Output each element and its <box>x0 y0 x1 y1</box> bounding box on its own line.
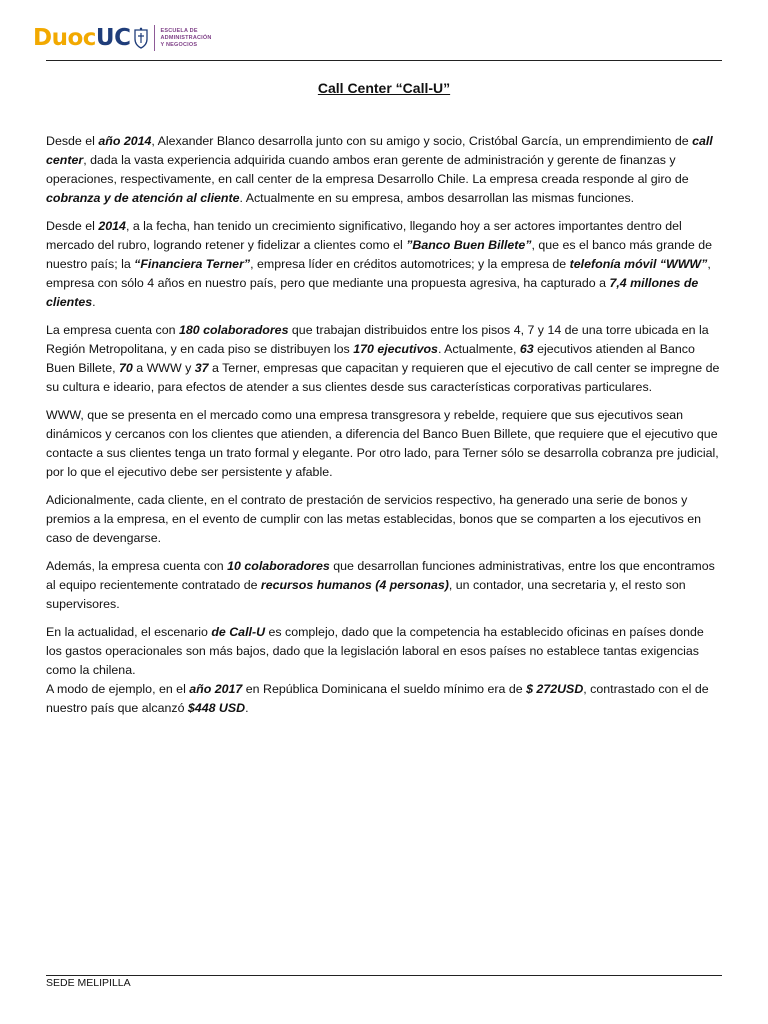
document-header <box>33 18 733 58</box>
body-text-run: WWW, que se presenta en el mercado como una empresa transgresora y rebelde, requiere que sus ejecutivos sean dinámicos y cercanos con los clientes que atienden, a diferencia del Banco Buen Billete, que requiere que el ejecutivo que contacte a sus clientes tenga un trato formal y elegante. Por otro lado, para Terner sólo se desarrolla cobranza pre judicial, por lo que el ejecutivo debe ser persistente y afable. <box>46 407 719 479</box>
body-text-run: , dada la vasta experiencia adquirida cuando ambos eran gerente de administración y gerente de finanzas y operaciones, respectivamente, en call center de la empresa Desarrollo Chile. La empresa creada responde al giro de <box>46 152 689 186</box>
emphasis-text: 170 ejecutivos <box>353 341 438 356</box>
paragraph-7 <box>46 623 722 680</box>
body-text-run: , empresa líder en créditos automotrices; y la empresa de <box>250 256 570 271</box>
body-text-run: , a la fecha, han tenido un crecimiento significativo, llegando hoy a ser actores importantes dentro del mercado del rubro, logrando retener y fidelizar a clientes como el <box>46 219 682 252</box>
emphasis-text: 70 <box>119 360 133 375</box>
body-text-run: , Alexander Blanco desarrolla junto con su amigo y socio, Cristóbal García, un emprendimiento de <box>151 134 693 148</box>
emphasis-text: recursos humanos (4 personas) <box>260 577 449 592</box>
emphasis-text: año 2014 <box>98 134 152 148</box>
body-text-run: La empresa cuenta con <box>46 322 179 337</box>
school-name <box>160 28 211 49</box>
emphasis-text: “Financiera Terner” <box>134 256 251 271</box>
emphasis-text: 7,4 millones de clientes <box>46 275 699 309</box>
paragraph-5 <box>46 491 722 548</box>
body-text-run: . Actualmente en su empresa, ambos desarrollan las mismas funciones. <box>239 190 635 205</box>
emphasis-text: 63 <box>519 341 534 356</box>
logo-text-uc: UC <box>95 25 131 51</box>
school-line-3: Y NEGOCIOS <box>160 41 198 48</box>
logo-text-duoc: Duoc <box>33 25 96 51</box>
body-text-run: . <box>92 294 96 309</box>
footer-divider <box>46 975 722 976</box>
body-text-run: a WWW y <box>132 360 195 375</box>
body-text-run: En la actualidad, el escenario <box>46 625 212 640</box>
body-text-run: en República Dominicana el sueldo mínimo era de <box>242 681 527 696</box>
emphasis-text: cobranza y de atención al cliente <box>46 190 240 205</box>
body-text-run: Desde el <box>46 134 99 148</box>
emphasis-text: $ 272USD <box>526 681 584 696</box>
body-text-run: , empresa con sólo 4 años en nuestro país, pero que mediante una propuesta agresiva, ha capturado a <box>46 256 711 290</box>
emphasis-text: de Call-U <box>211 625 266 640</box>
body-text-run: , que es el banco más grande de nuestro país; la <box>46 237 712 271</box>
school-line-1: ESCUELA DE <box>160 27 198 34</box>
body-text-run: a Terner, empresas que capacitan y requieren que el ejecutivo de call center se impregne de su cultura e ideario, para efectos de atender a sus clientes desde sus características corporativas particulares. <box>46 360 720 394</box>
emphasis-text: telefonía móvil “WWW” <box>569 256 708 271</box>
emphasis-text: 37 <box>194 360 209 375</box>
body-text-run: Además, la empresa cuenta con <box>46 559 228 574</box>
body-text-run: , contrastado con el de nuestro país que alcanzó <box>46 681 709 715</box>
body-text-run: . <box>245 700 249 715</box>
school-line-2: ADMINISTRACIÓN <box>160 34 212 41</box>
body-text-run: que trabajan distribuidos entre los pisos 4, 7 y 14 de una torre ubicada en la Región Metropolitana, y en cada piso se distribuyen los <box>46 322 709 356</box>
paragraph-1 <box>46 132 722 208</box>
logo-divider <box>154 25 155 51</box>
emphasis-text: ”Banco Buen Billete” <box>406 237 532 252</box>
paragraph-6 <box>46 557 722 614</box>
header-divider <box>46 60 722 61</box>
body-text-run: A modo de ejemplo, en el <box>46 681 190 696</box>
body-text-run: . Actualmente, <box>437 341 520 356</box>
body-text-run: que desarrollan funciones administrativas, entre los que encontramos al equipo recientemente contratado de <box>46 559 715 592</box>
body-text-run: es complejo, dado que la competencia ha establecido oficinas en países donde los gastos operacionales son más bajos, dado que la legislación laboral en esos países no establece tantas exigencias como la chilena. <box>46 625 704 677</box>
body-text-run: Desde el <box>46 219 99 234</box>
crest-icon <box>133 27 149 49</box>
emphasis-text: 10 colaboradores <box>227 559 330 574</box>
duoc-uc-logo <box>33 18 212 58</box>
emphasis-text: $448 USD <box>187 700 246 715</box>
paragraph-2 <box>46 217 722 312</box>
document-title: Call Center “Call-U” <box>317 80 451 96</box>
document-body <box>46 132 722 727</box>
paragraph-8 <box>46 680 722 718</box>
emphasis-text: año 2017 <box>189 681 243 696</box>
body-text-run: Adicionalmente, cada cliente, en el contrato de prestación de servicios respectivo, ha generado una serie de bonos y premios a la empresa, en el evento de cumplir con las metas establecidas, bonos que se comparten a los ejecutivos en caso de devengarse. <box>46 492 701 545</box>
emphasis-text: 2014 <box>98 219 126 234</box>
body-text-run: ejecutivos atienden al Banco Buen Billete, <box>46 341 695 375</box>
body-text-run: , un contador, una secretaria y, el resto son supervisores. <box>46 577 686 611</box>
emphasis-text: 180 colaboradores <box>178 322 289 337</box>
paragraph-3 <box>46 321 722 397</box>
emphasis-text: call center <box>46 134 713 167</box>
paragraph-4 <box>46 406 722 482</box>
footer-text: SEDE MELIPILLA <box>46 977 131 989</box>
